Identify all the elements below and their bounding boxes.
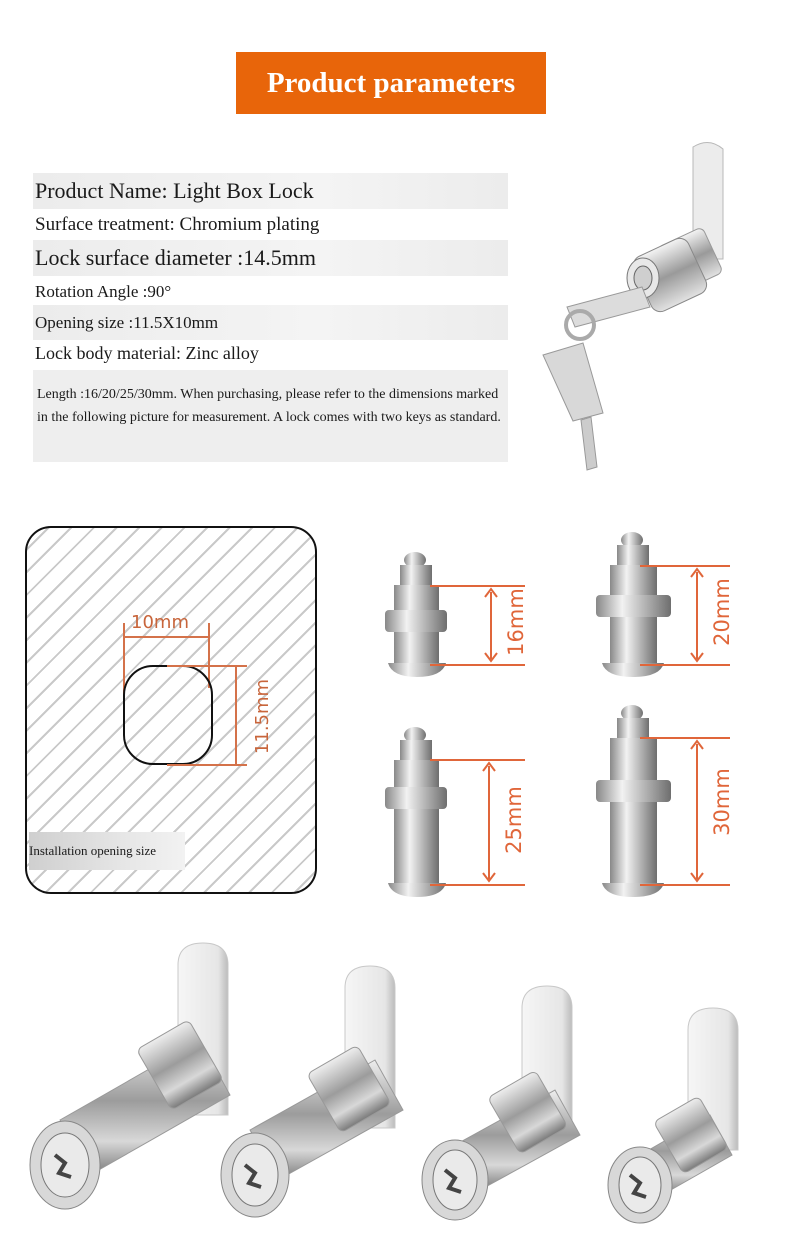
param-row-material xyxy=(33,340,508,366)
cam-lock-30mm xyxy=(30,943,230,1209)
length-note: Length :16/20/25/30mm. When purchasing, please refer to the dimensions marked in the following picture for measurement. A lock comes with two keys as standard. xyxy=(33,370,508,462)
cam-locks-row-image xyxy=(0,930,790,1238)
title-banner xyxy=(236,52,546,114)
param-label: Lock body material: Zinc alloy xyxy=(35,342,259,363)
opening-size-diagram xyxy=(25,526,317,894)
cam-lock-20mm xyxy=(422,986,580,1220)
cam-lock-16mm xyxy=(608,1008,738,1223)
lock-with-keys-image xyxy=(525,135,770,485)
param-label: Product Name: Light Box Lock xyxy=(35,178,314,203)
dim-line xyxy=(123,636,208,638)
param-label: Lock surface diameter :14.5mm xyxy=(35,245,317,270)
length-label-30: 30mm xyxy=(709,768,734,836)
height-label: 11.5mm xyxy=(252,678,274,755)
diagram-caption xyxy=(29,832,185,870)
param-row-diameter xyxy=(33,240,508,276)
param-label: Rotation Angle :90° xyxy=(35,282,172,301)
cam-lock-25mm xyxy=(221,966,403,1217)
param-row-surface-treatment xyxy=(33,210,508,240)
param-label: Surface treatment: Chromium plating xyxy=(35,214,320,235)
length-label-25: 25mm xyxy=(501,786,526,854)
param-label: Opening size :11.5X10mm xyxy=(35,312,219,332)
param-row-product-name xyxy=(33,173,508,209)
opening-shape xyxy=(123,665,213,765)
length-label-16: 16mm xyxy=(503,588,528,656)
param-row-rotation xyxy=(33,277,508,307)
param-row-opening xyxy=(33,305,508,340)
length-label-20: 20mm xyxy=(709,578,734,646)
dim-line xyxy=(235,665,237,765)
page-title: Product parameters xyxy=(266,66,516,99)
caption-text: Installation opening size xyxy=(29,843,157,858)
width-label: 10mm xyxy=(131,612,189,633)
